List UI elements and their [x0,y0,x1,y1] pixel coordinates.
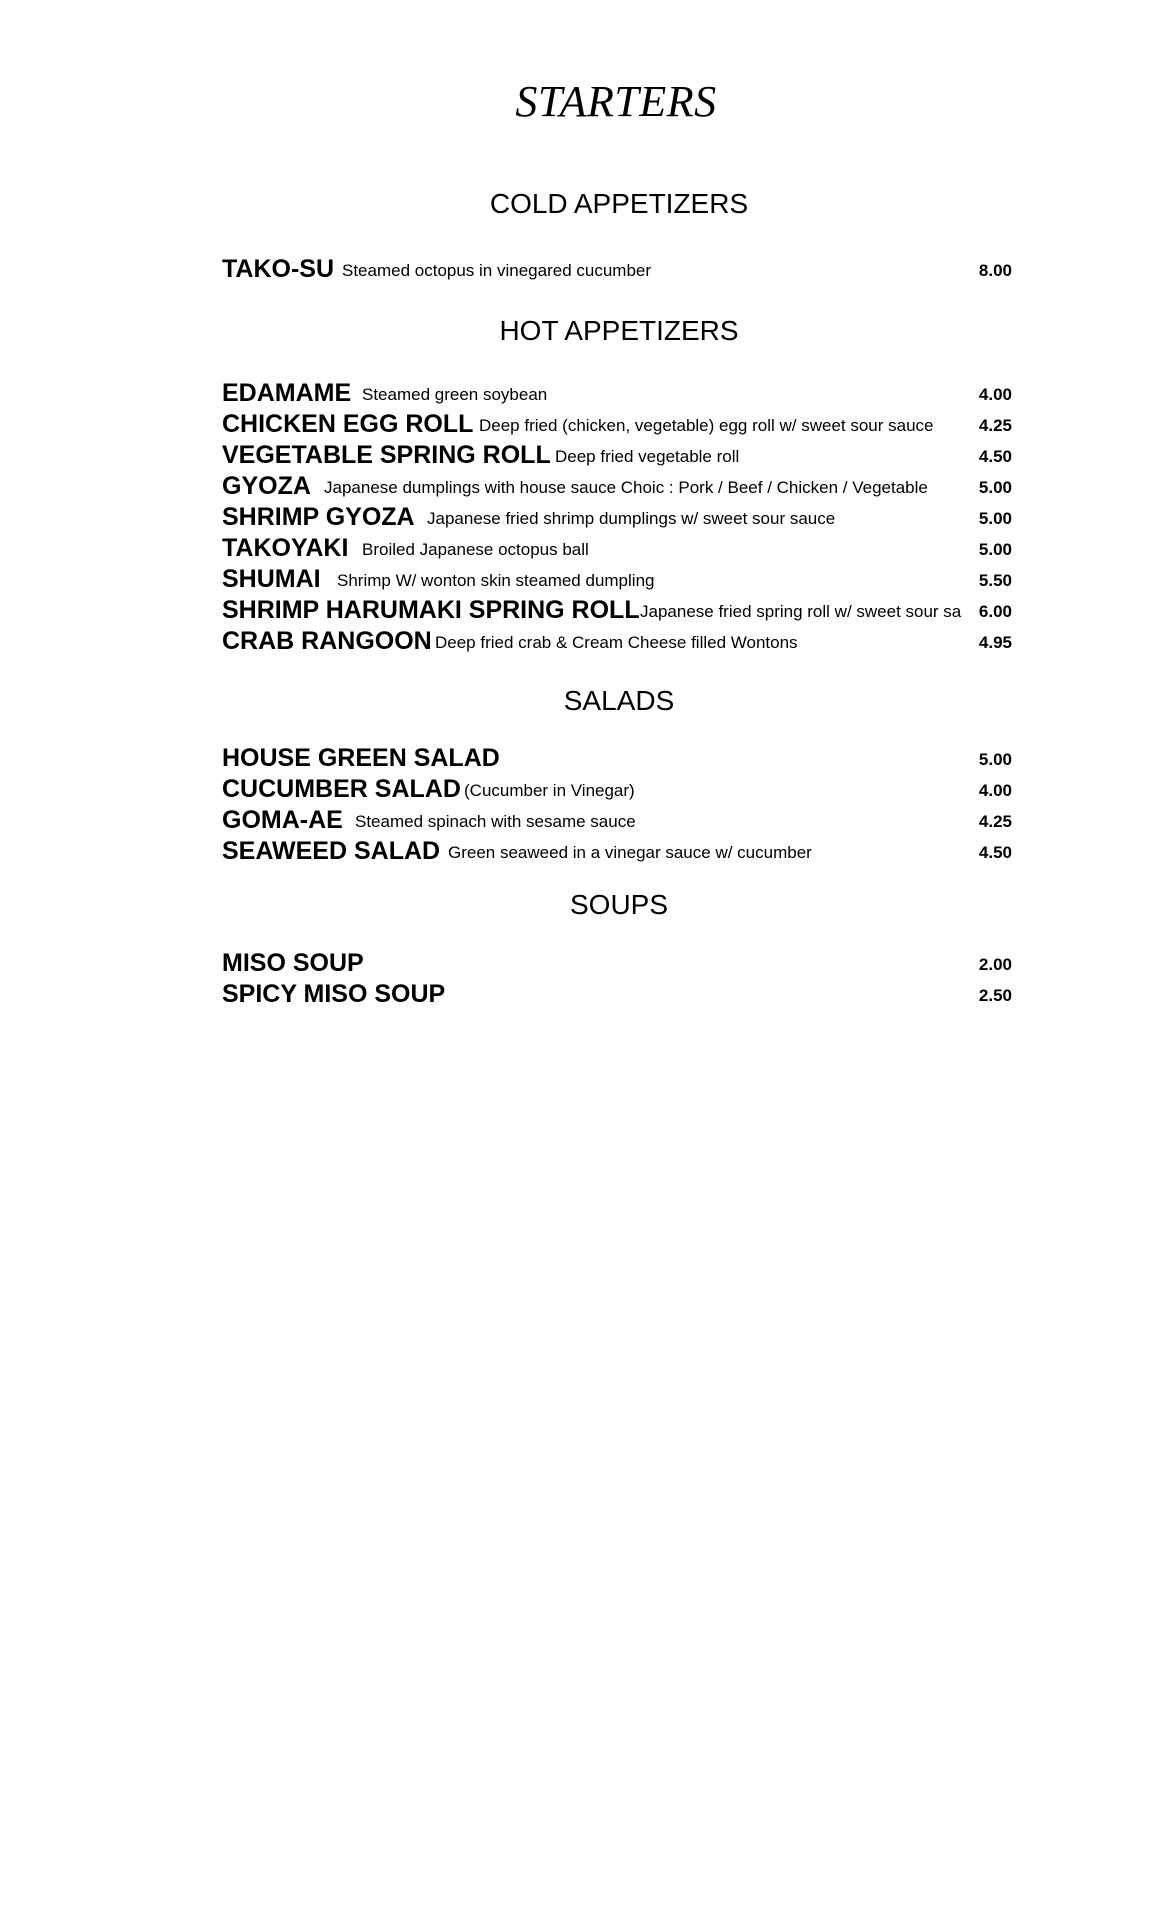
item-name: GYOZA [222,472,311,500]
item-name: SHRIMP GYOZA [222,503,415,531]
menu-item [222,774,1012,804]
item-price: 8.00 [978,261,1012,280]
item-description: Broiled Japanese octopus ball [362,540,589,559]
item-description: Green seaweed in a vinegar sauce w/ cucumber [448,843,812,862]
menu-item [222,805,1012,835]
item-price: 4.50 [978,447,1012,466]
item-name: EDAMAME [222,379,352,407]
item-name: SHUMAI [222,565,321,593]
item-name: GOMA-AE [222,806,343,834]
item-description: Japanese dumplings with house sauce Choic : Pork / Beef / Chicken / Vegetable [324,478,928,497]
item-name: TAKO-SU [222,255,335,283]
menu-item [222,533,1012,563]
item-name: TAKOYAKI [222,534,349,562]
menu-item [222,440,1012,470]
item-name: HOUSE GREEN SALAD [222,744,500,772]
item-description: Steamed octopus in vinegared cucumber [342,261,652,280]
item-name: CRAB RANGOON [222,627,432,655]
section-heading-salads: SALADS [563,685,675,716]
item-price: 5.00 [978,478,1012,497]
item-price: 5.00 [978,509,1012,528]
item-description: Steamed spinach with sesame sauce [355,812,636,831]
section-heading-soups: SOUPS [569,889,669,920]
menu-item [222,502,1012,532]
menu-item [222,409,1012,439]
item-name: MISO SOUP [222,949,364,977]
item-name: SEAWEED SALAD [222,837,441,865]
item-price: 5.50 [978,571,1012,590]
item-price: 4.50 [978,843,1012,862]
item-price: 5.00 [978,750,1012,769]
item-description: Steamed green soybean [362,385,548,404]
item-name: CHICKEN EGG ROLL [222,410,474,438]
menu-item [222,595,1012,625]
item-description: Shrimp W/ wonton skin steamed dumpling [337,571,655,590]
item-description: (Cucumber in Vinegar) [464,781,635,800]
item-name: CUCUMBER SALAD [222,775,461,803]
item-price: 4.00 [978,385,1012,404]
menu-item [222,836,1012,866]
menu-item [222,471,1012,501]
menu-item [222,254,1012,284]
section-heading-cold-appetizers: COLD APPETIZERS [489,188,749,219]
item-price: 4.25 [978,416,1012,435]
item-price: 4.25 [978,812,1012,831]
page-title: STARTERS [515,77,717,126]
item-price: 4.95 [978,633,1012,652]
item-name: VEGETABLE SPRING ROLL [222,441,551,469]
section-heading-hot-appetizers: HOT APPETIZERS [499,315,739,346]
item-price: 6.00 [978,602,1012,621]
menu-item [222,743,1012,773]
menu-item [222,564,1012,594]
menu-item [222,948,1012,978]
item-description: Deep fried crab & Cream Cheese filled Wontons [435,633,798,652]
item-price: 2.50 [978,986,1012,1005]
item-name: SHRIMP HARUMAKI SPRING ROLL [222,596,640,624]
item-description: Deep fried (chicken, vegetable) egg roll w/ sweet sour sauce [479,416,934,435]
menu-item [222,378,1012,408]
menu-item [222,979,1012,1009]
item-price: 2.00 [978,955,1012,974]
item-price: 5.00 [978,540,1012,559]
item-description: Japanese fried shrimp dumplings w/ sweet sour sauce [427,509,836,528]
item-description: Japanese fried spring roll w/ sweet sour sa [640,602,962,621]
item-name: SPICY MISO SOUP [222,980,446,1008]
item-description: Deep fried vegetable roll [555,447,740,466]
menu-item [222,626,1012,656]
item-price: 4.00 [978,781,1012,800]
